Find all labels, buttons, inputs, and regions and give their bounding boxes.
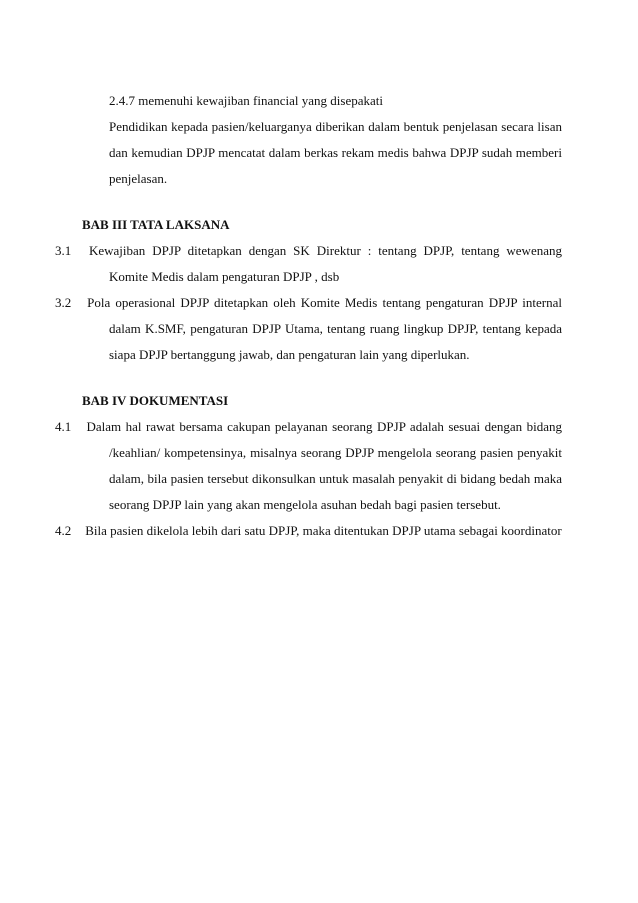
- spacer: [82, 192, 562, 212]
- item-text: Kewajiban DPJP ditetapkan dengan SK Direktur : tentang DPJP, tentang wewenang Komite Medis dalam pengaturan DPJP , dsb: [88, 243, 562, 284]
- bab4-item-4-2: 4.2 Bila pasien dikelola lebih dari satu DPJP, maka ditentukan DPJP utama sebagai koordinator: [55, 523, 562, 538]
- education-paragraph: Pendidikan kepada pasien/keluarganya diberikan dalam bentuk penjelasan secara lisan dan kemudian DPJP mencatat dalam berkas rekam medis bahwa DPJP sudah memberi penjelasan.: [109, 119, 562, 186]
- item-text: Bila pasien dikelola lebih dari satu DPJP, maka ditentukan DPJP utama sebagai koordinator: [85, 523, 562, 538]
- item-2-4-7: 2.4.7 memenuhi kewajiban financial yang disepakati: [109, 93, 383, 108]
- item-text: Dalam hal rawat bersama cakupan pelayanan seorang DPJP adalah sesuai dengan bidang /keahlian/ kompetensinya, misalnya seorang DPJP mengelola seorang pasien penyakit dalam, bila pasien tersebut dikonsulkan untuk masalah penyakit di bidang bedah maka seorang DPJP lain yang akan mengelola asuhan bedah bagi pasien tersebut.: [86, 419, 562, 512]
- document-body: [55, 88, 562, 544]
- bab3-item-3-1: 3.1 Kewajiban DPJP ditetapkan dengan SK Direktur : tentang DPJP, tentang wewenang Komite Medis dalam pengaturan DPJP , dsb: [55, 243, 562, 284]
- spacer: [82, 368, 562, 388]
- bab3-heading: BAB III TATA LAKSANA: [82, 217, 230, 232]
- item-text: Pola operasional DPJP ditetapkan oleh Komite Medis tentang pengaturan DPJP internal dalam K.SMF, pengaturan DPJP Utama, tentang ruang lingkup DPJP, tentang kepada siapa DPJP bertanggung jawab, dan pengaturan lain yang diperlukan.: [87, 295, 562, 362]
- bab4-item-4-1: 4.1 Dalam hal rawat bersama cakupan pelayanan seorang DPJP adalah sesuai dengan bidang /keahlian/ kompetensinya, misalnya seorang DPJP mengelola seorang pasien penyakit dalam, bila pasien tersebut dikonsulkan untuk masalah penyakit di bidang bedah maka seorang DPJP lain yang akan mengelola asuhan bedah bagi pasien tersebut.: [55, 419, 562, 512]
- bab3-item-3-2: 3.2 Pola operasional DPJP ditetapkan oleh Komite Medis tentang pengaturan DPJP internal dalam K.SMF, pengaturan DPJP Utama, tentang ruang lingkup DPJP, tentang kepada siapa DPJP bertanggung jawab, dan pengaturan lain yang diperlukan.: [55, 295, 562, 362]
- bab4-heading: BAB IV DOKUMENTASI: [82, 393, 229, 408]
